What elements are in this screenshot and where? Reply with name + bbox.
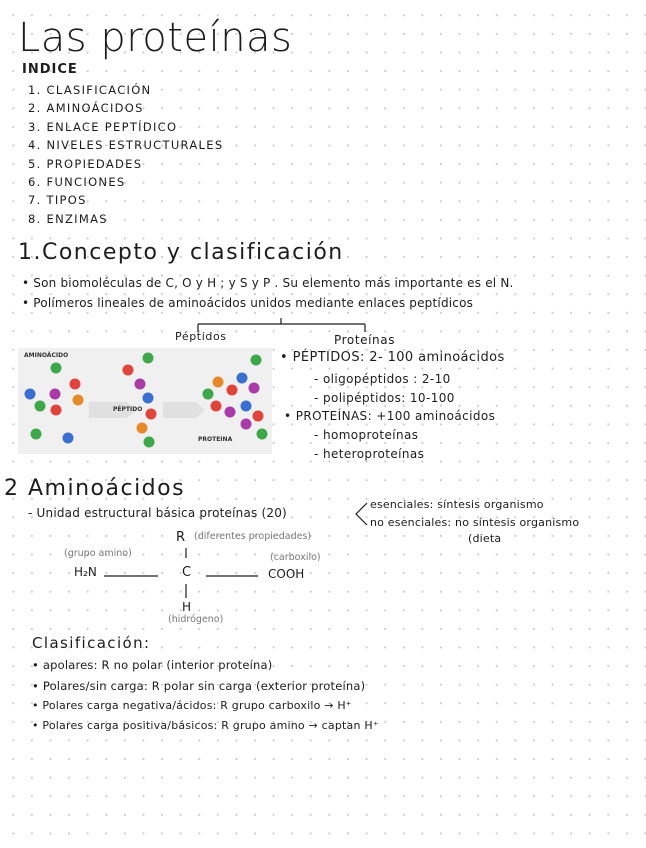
- section-1-bullet: • Son biomoléculas de C, O y H ; y S y P . Su elemento más importante es el N.: [22, 276, 514, 290]
- clasificacion-item: • Polares/sin carga: R polar sin carga (exterior proteína): [32, 679, 366, 693]
- homoproteinas: - homoproteínas: [314, 428, 419, 442]
- amino-group: H₂N: [74, 565, 97, 579]
- clasificacion-text: Polares carga negativa/ácidos: R grupo carboxilo → H⁺: [42, 699, 352, 712]
- carboxyl-group: COOH: [268, 567, 305, 581]
- alpha-carbon: C: [182, 565, 192, 580]
- index-item: 6. FUNCIONES: [28, 174, 126, 189]
- clasificacion-text: apolares: R no polar (interior proteína): [42, 658, 273, 672]
- proteinas-label: Proteínas: [334, 333, 396, 347]
- index-item: 1. CLASIFICACIÓN: [28, 83, 152, 97]
- index-heading: INDICE: [22, 62, 78, 77]
- index-item: 7. TIPOS: [28, 193, 87, 208]
- peptidos-label: Péptidos: [175, 330, 227, 343]
- index-item: 5. PROPIEDADES: [28, 156, 143, 171]
- section-1-heading: 1.Concepto y clasificación: [18, 240, 344, 265]
- esenciales: esenciales: síntesis organismo: [370, 498, 544, 511]
- index-item: 4. NIVELES ESTRUCTURALES: [28, 138, 224, 153]
- oligopeptidos: - oligopéptidos : 2-10: [314, 372, 451, 386]
- index-item: 3. ENLACE PEPTÍDICO: [28, 119, 178, 134]
- heteroproteinas: - heteroproteínas: [314, 447, 425, 461]
- clasificacion-item: • apolares: R no polar (interior proteína): [32, 658, 273, 672]
- peptidos-text: PÉPTIDOS: 2- 100 aminoácidos: [292, 350, 505, 365]
- figure-label-peptido: PÉPTIDO: [113, 406, 143, 413]
- proteinas-text: PROTEÍNAS: +100 aminoácidos: [295, 409, 496, 423]
- clasificacion-item: • Polares carga positiva/básicos: R grupo amino → captan H⁺: [32, 719, 379, 732]
- peptidos-line: • PÉPTIDOS: 2- 100 aminoácidos: [280, 350, 505, 365]
- dieta-note: (dieta: [468, 532, 502, 545]
- figure-label-proteina: PROTEINA: [198, 436, 233, 443]
- carboxyl-group-note: (carboxilo): [270, 552, 321, 563]
- clasificacion-item: • Polares carga negativa/ácidos: R grupo carboxilo → H⁺: [32, 699, 352, 712]
- page-title: Las proteínas: [18, 15, 293, 61]
- hydrogen-note: (hidrógeno): [168, 614, 224, 625]
- index-item: 2. AMINOÁCIDOS: [28, 101, 144, 116]
- section-1-bullet: • Polímeros lineales de aminoácidos unidos mediante enlaces peptídicos: [22, 296, 474, 310]
- clasificacion-text: Polares carga positiva/básicos: R grupo amino → captan H⁺: [42, 719, 379, 732]
- index-item: 8. ENZIMAS: [28, 211, 108, 226]
- unidad-estructural: - Unidad estructural básica proteínas (20): [28, 506, 287, 520]
- r-group: R: [176, 530, 186, 545]
- bullet-text: Polímeros lineales de aminoácidos unidos mediante enlaces peptídicos: [33, 296, 474, 310]
- bullet-text: Son biomoléculas de C, O y H ; y S y P . Su elemento más importante es el N.: [33, 276, 514, 290]
- clasificacion-heading: Clasificación:: [32, 634, 151, 652]
- r-group-note: (diferentes propiedades): [194, 531, 312, 542]
- figure-label-aminoacido: AMINOÁCIDO: [24, 352, 69, 359]
- amino-group-note: (grupo amino): [64, 548, 132, 559]
- section-2-heading: 2 Aminoácidos: [4, 476, 186, 501]
- proteinas-line: • PROTEÍNAS: +100 aminoácidos: [284, 409, 496, 423]
- hydrogen-atom: H: [182, 600, 192, 614]
- clasificacion-text: Polares/sin carga: R polar sin carga (exterior proteína): [42, 679, 366, 693]
- no-esenciales: no esenciales: no síntesis organismo: [370, 516, 580, 529]
- polipeptidos: - polipéptidos: 10-100: [314, 391, 455, 405]
